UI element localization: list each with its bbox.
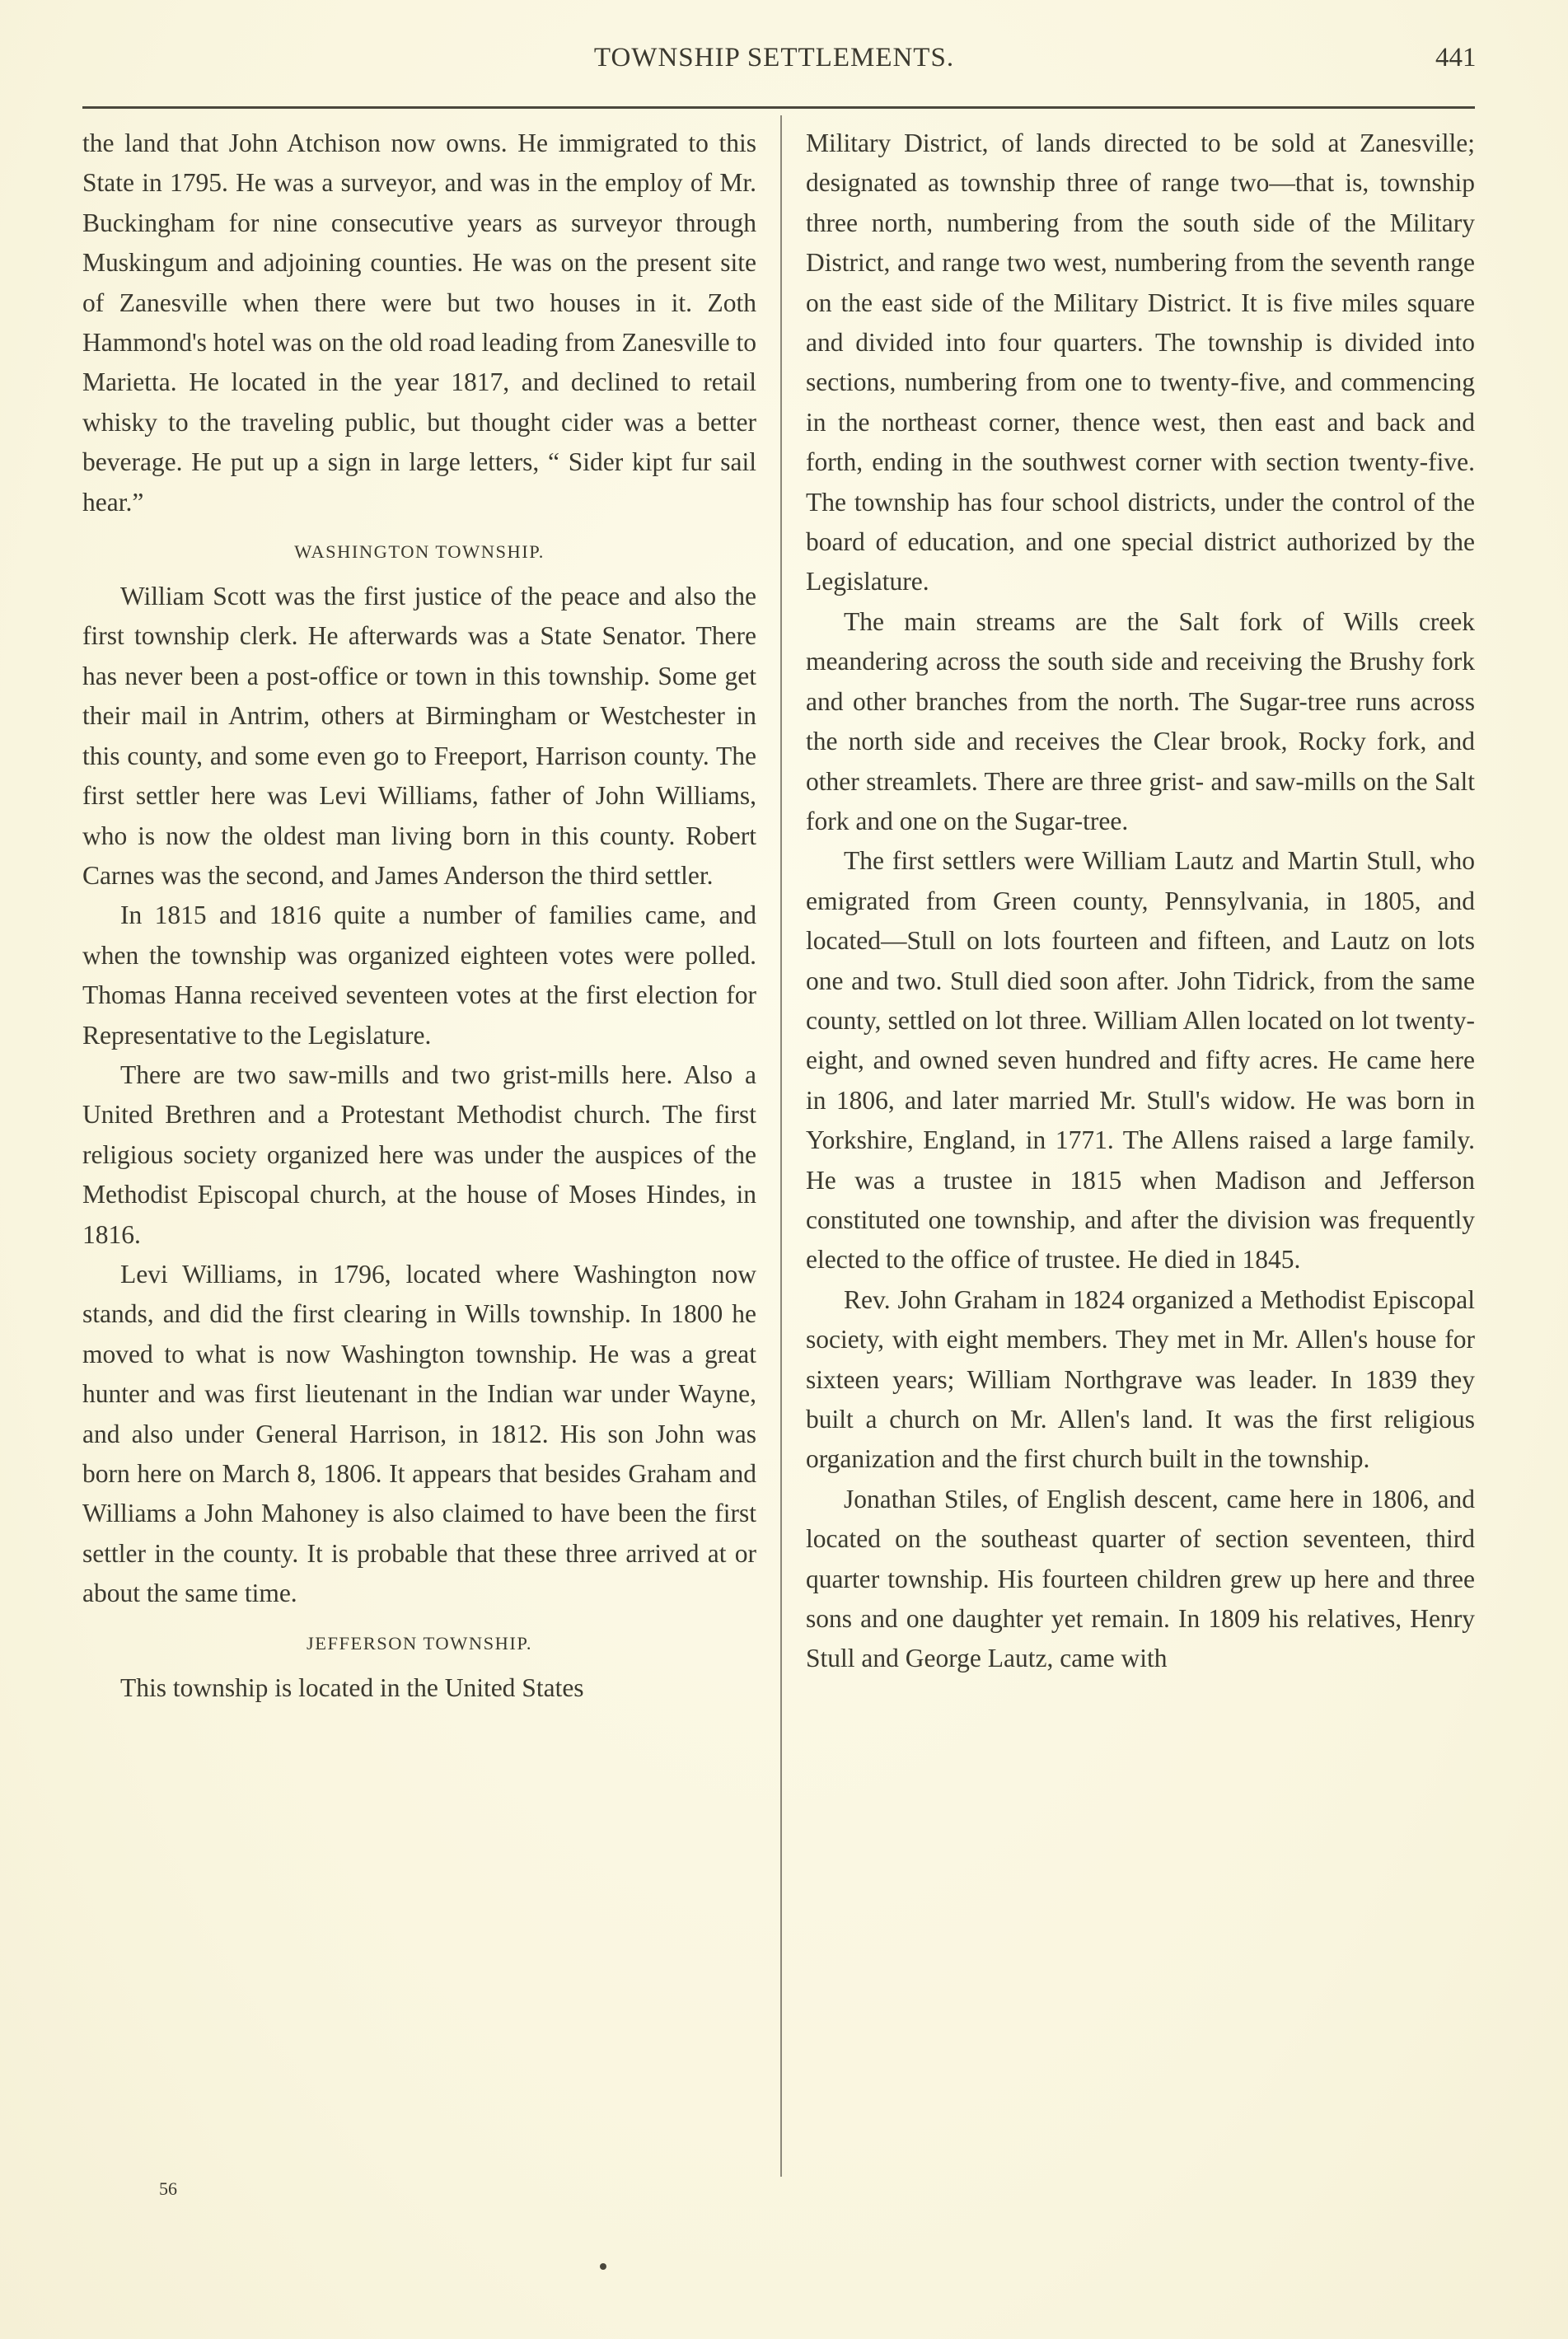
paragraph: Rev. John Graham in 1824 organized a Methodist Episcopal society, with eight members. They met in Mr. Allen's house for sixteen years; William Northgrave was leader. In 1839 they built a church on Mr. Allen's land. It was the first religious organization and the first church built in the township. xyxy=(806,1284,1475,1474)
paragraph: This township is located in the United States xyxy=(120,1672,584,1702)
page-number: 441 xyxy=(1435,43,1477,73)
paragraph: The first settlers were William Lautz and Martin Stull, who emigrated from Green county, Pennsylvania, in 1805, and located—Stull on lots fourteen and fifteen, and Lautz on lots one and two. Stull died soon after. John Tidrick, from the same county, settled on lot three. William Allen located on lot twenty-eight, and owned seven hundred and fifty acres. He came here in 1806, and later married Mr. Stull's widow. He was born in Yorkshire, England, in 1771. The Allens raised a large family. He was a trustee in 1815 when Madison and Jefferson constituted one township, and after the division was frequently elected to the office of trustee. He died in 1845. xyxy=(806,846,1475,1275)
paragraph: Jonathan Stiles, of English descent, came here in 1806, and located on the southeast quarter of section seventeen, third quarter township. His fourteen children grew up here and three sons and one daughter yet remain. In 1809 his relatives, Henry Stull and George Lautz, came with xyxy=(806,1484,1475,1673)
running-title: TOWNSHIP SETTLEMENTS. xyxy=(593,43,955,73)
paragraph: In 1815 and 1816 quite a number of families came, and when the township was organized eighteen votes were polled. Thomas Hanna received seventeen votes at the first election for Representative to the Legislature. xyxy=(82,901,756,1050)
paragraph: Military District, of lands directed to be sold at Zanesville; designated as township three of range two—that is, township three north, numbering from the south side of the Military District, and range two west, numbering from the seventh range on the east side of the Military District. It is five miles square and divided into four quarters. The township is divided into sections, numbering from one to twenty-five, and commencing in the northeast corner, thence west, then east and back and forth, ending in the southwest corner with section twenty-five. The township has four school districts, under the control of the board of education, and one special district authorized by the Legislature. xyxy=(806,129,1475,596)
header-rule xyxy=(82,106,1475,109)
right-column xyxy=(806,124,1475,1679)
paragraph: the land that John Atchison now owns. He immigrated to this State in 1795. He was a surveyor, and was in the employ of Mr. Buckingham for nine consecutive years as surveyor through Muskingum and adjoining counties. He was on the present site of Zanesville when there were but two houses in it. Zoth Hammond's hotel was on the old road leading from Zanesville to Marietta. He located in the year 1817, and declined to retail whisky to the traveling public, but thought cider was a better beverage. He put up a sign in large letters, “ Sider kipt fur sail hear.” xyxy=(82,129,756,517)
section-heading-jefferson: JEFFERSON TOWNSHIP. xyxy=(307,1632,532,1654)
section-heading-washington: WASHINGTON TOWNSHIP. xyxy=(294,541,545,563)
paragraph: Levi Williams, in 1796, located where Washington now stands, and did the first clearing in Wills township. In 1800 he moved to what is now Washington township. He was a great hunter and was first lieutenant in the Indian war under Wayne, and also under General Harrison, in 1812. His son John was born here on March 8, 1806. It appears that besides Graham and Williams a John Mahoney is also claimed to have been the first settler in the county. It is probable that these three arrived at or about the same time. xyxy=(82,1259,756,1608)
paragraph: There are two saw-mills and two grist-mills here. Also a United Brethren and a Protestant Methodist church. The first religious society organized here was under the auspices of the Methodist Episcopal church, at the house of Moses Hindes, in 1816. xyxy=(82,1060,756,1249)
ink-speck xyxy=(600,2263,606,2270)
paragraph: The main streams are the Salt fork of Wills creek meandering across the south side and receiving the Brushy fork and other branches from the north. The Sugar-tree runs across the north side and receives the Clear brook, Rocky fork, and other streamlets. There are three grist- and saw-mills on the Salt fork and one on the Sugar-tree. xyxy=(806,606,1475,835)
column-divider xyxy=(780,115,782,2177)
left-column xyxy=(82,124,756,1708)
signature-mark: 56 xyxy=(159,2178,177,2199)
paragraph: William Scott was the first justice of the peace and also the first township clerk. He afterwards was a State Senator. There has never been a post-office or town in this township. Some get their mail in Antrim, others at Birmingham or Westchester in this county, and some even go to Freeport, Harrison county. The first settler here was Levi Williams, father of John Williams, who is now the oldest man living born in this county. Robert Carnes was the second, and James Anderson the third settler. xyxy=(82,582,756,890)
